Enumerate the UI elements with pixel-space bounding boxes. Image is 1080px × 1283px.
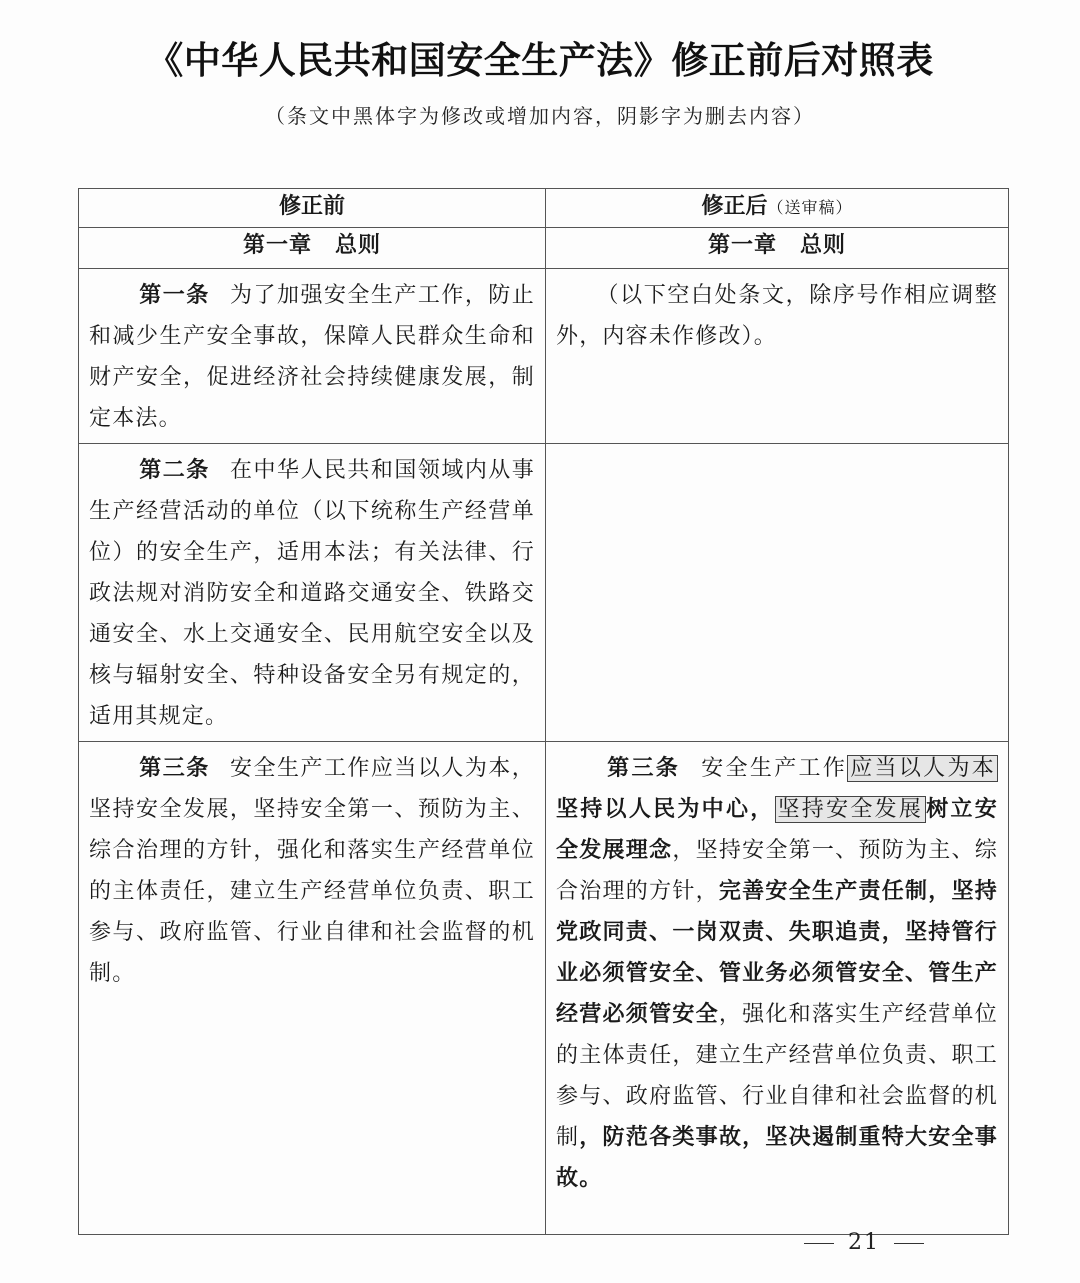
segment: 安全生产工作 <box>700 756 848 781</box>
document-subtitle: （条文中黑体字为修改或增加内容，阴影字为删去内容） <box>265 104 815 128</box>
table-row <box>79 444 1009 742</box>
article-text: 在中华人民共和国领域内从事生产经营活动的单位（以下统称生产经营单位）的安全生产，适用本法；有关法律、行政法规对消防安全和道路交通安全、铁路交通安全、水上交通安全、民用航空安全以及核与辐射安全、特种设备安全另有规定的，适用其规定。 <box>89 458 535 729</box>
header-after-note: （送审稿） <box>767 198 853 217</box>
article-text: （以下空白处条文，除序号作相应调整外，内容未作修改）。 <box>556 283 998 349</box>
chapter-after: 第一章 总则 <box>546 228 1009 269</box>
revised-article-text <box>556 755 998 1191</box>
comparison-table <box>78 188 1009 1235</box>
table-row <box>79 742 1009 1235</box>
cell-after <box>546 269 1009 444</box>
page-number-value: 21 <box>848 1230 880 1255</box>
article-number: 第三条 <box>606 756 681 781</box>
chapter-before: 第一章 总则 <box>79 228 546 269</box>
added-text: ，防范各类事故，坚决遏制重特大安全事故。 <box>556 1125 999 1191</box>
deleted-text: 坚持安全发展 <box>775 796 927 823</box>
table-row <box>79 269 1009 444</box>
chapter-row <box>79 228 1009 269</box>
page-number <box>790 1230 938 1255</box>
cell-after <box>546 742 1009 1235</box>
header-before-label: 修正前 <box>278 194 345 219</box>
segment: ，强化和落实生产经营单位的主体责任，建立生产经营单位负责、职工参与、政府监管、行业自律和社会监督的机制 <box>556 1002 999 1150</box>
deleted-text: 应当以人为本 <box>847 755 998 782</box>
article-text: 安全生产工作应当以人为本，坚持安全发展，坚持安全第一、预防为主、综合治理的方针，强化和落实生产经营单位的主体责任，建立生产经营单位负责、职工参与、政府监管、行业自律和社会监督的机制。 <box>89 756 535 986</box>
added-text: 树立安全发展理念 <box>556 797 998 863</box>
segment: ，坚持安全第一、预防为主、综合治理的方针， <box>556 838 998 904</box>
header-after-label: 修正后 <box>701 194 768 219</box>
table-header-row <box>79 189 1009 228</box>
document-title: 《中华人民共和国安全生产法》修正前后对照表 <box>146 39 934 82</box>
article-number: 第二条 <box>139 458 210 483</box>
cell-after <box>546 444 1009 742</box>
cell-before <box>79 269 546 444</box>
article-number: 第一条 <box>139 283 210 308</box>
header-before <box>79 189 546 228</box>
article-text: 为了加强安全生产工作，防止和减少生产安全事故，保障人民群众生命和财产安全，促进经济社会持续健康发展，制定本法。 <box>89 283 535 431</box>
cell-before <box>79 444 546 742</box>
added-text: 完善安全生产责任制，坚持党政同责、一岗双责、失职追责，坚持管行业必须管安全、管业务必须管安全、管生产经营必须管安全 <box>556 879 999 1027</box>
header-after <box>546 189 1009 228</box>
added-text: 坚持以人民为中心， <box>556 797 775 822</box>
cell-before <box>79 742 546 1235</box>
article-number: 第三条 <box>139 756 210 781</box>
